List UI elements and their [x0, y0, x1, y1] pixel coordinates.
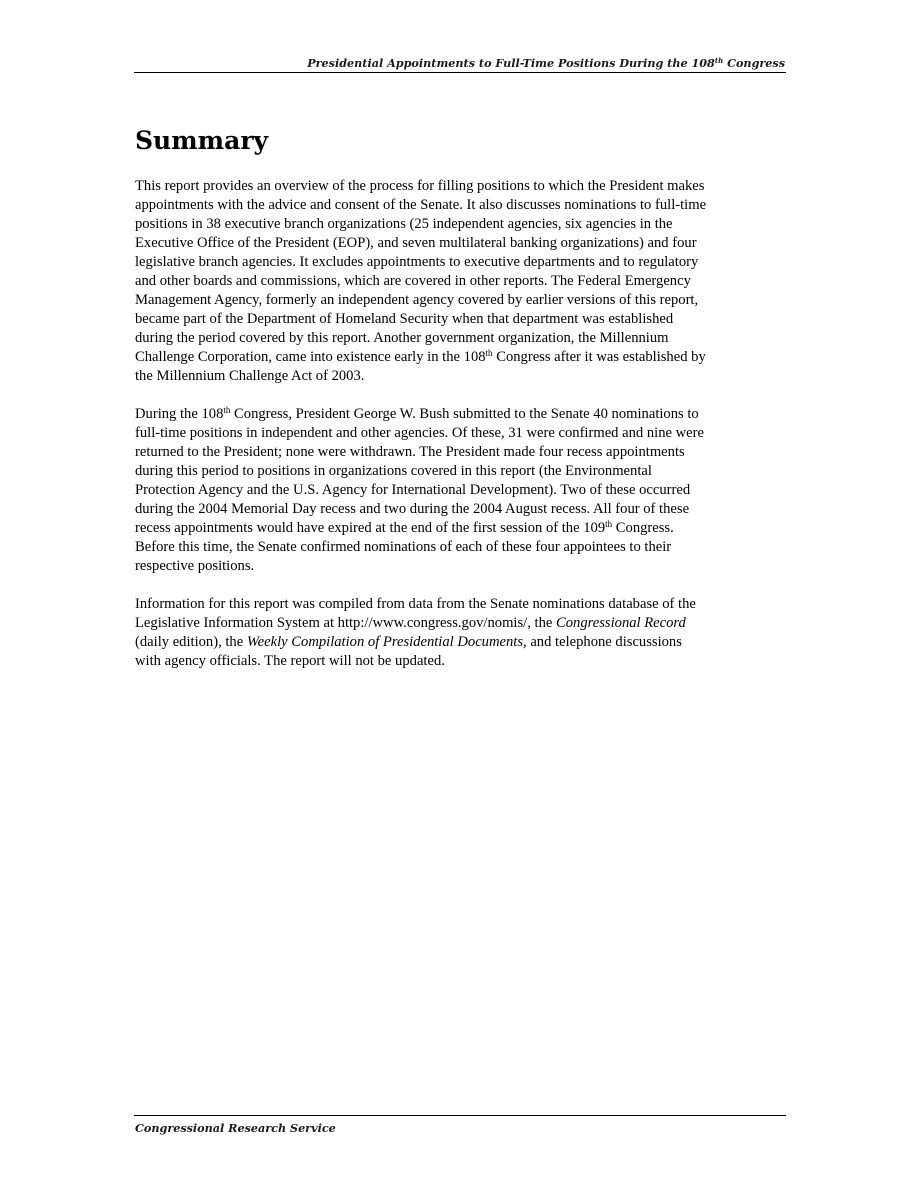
- text-line: Protection Agency and the U.S. Agency for International Development). Two of these occurred: [135, 482, 691, 498]
- text-line: Legislative Information System at http://www.congress.gov/nomis/, the Congressional Record: [135, 615, 686, 631]
- text-line: During the 108th Congress, President George W. Bush submitted to the Senate 40 nominations to: [135, 405, 699, 422]
- text-line: (daily edition), the Weekly Compilation of Presidential Documents, and telephone discussions: [135, 634, 682, 650]
- text-line: Challenge Corporation, came into existence early in the 108th Congress after it was established by: [135, 348, 706, 365]
- text-line: Management Agency, formerly an independent agency covered by earlier versions of this report,: [135, 292, 699, 308]
- text-line: Before this time, the Senate confirmed nominations of each of these four appointees to their: [135, 539, 672, 555]
- text-line: became part of the Department of Homeland Security when that department was established: [135, 311, 674, 327]
- text-line: returned to the President; none were withdrawn. The President made four recess appointments: [135, 444, 685, 460]
- text-line: recess appointments would have expired at the end of the first session of the 109th Congress.: [135, 519, 674, 536]
- running-header-title: [307, 56, 785, 70]
- footer-organization: Congressional Research Service: [135, 1121, 336, 1135]
- text-line: respective positions.: [135, 558, 255, 574]
- paragraph-overview: [135, 177, 787, 386]
- text-line: Executive Office of the President (EOP), and seven multilateral banking organizations) and four: [135, 235, 697, 251]
- ordinal-superscript: th: [605, 519, 613, 529]
- text-line: positions in 38 executive branch organizations (25 independent agencies, six agencies in the: [135, 216, 673, 232]
- publication-title-italic: Weekly Compilation of Presidential Documents: [246, 634, 524, 650]
- ordinal-superscript: th: [485, 348, 493, 358]
- paragraph-sources: [135, 595, 787, 671]
- summary-body: [135, 177, 787, 690]
- text-line: during the period covered by this report. Another government organization, the Millennium: [135, 330, 669, 346]
- text-line: and other boards and commissions, which are covered in other reports. The Federal Emergency: [135, 273, 691, 289]
- text-line: appointments with the advice and consent of the Senate. It also discusses nominations to full-time: [135, 197, 707, 213]
- text-line: full-time positions in independent and other agencies. Of these, 31 were confirmed and nine were: [135, 425, 704, 441]
- header-title-part1: Presidential Appointments to Full-Time Positions During the 108: [307, 56, 715, 70]
- page-title: Summary: [135, 126, 269, 155]
- text-line: This report provides an overview of the process for filling positions to which the President makes: [135, 178, 705, 194]
- text-line: with agency officials. The report will not be updated.: [135, 653, 445, 669]
- header-title-part2: Congress: [723, 56, 785, 70]
- text-line: during the 2004 Memorial Day recess and two during the 2004 August recess. All four of these: [135, 501, 690, 517]
- text-line: legislative branch agencies. It excludes appointments to executive departments and to regulatory: [135, 254, 699, 270]
- text-line: during this period to positions in organizations covered in this report (the Environmental: [135, 463, 652, 479]
- text-line: the Millennium Challenge Act of 2003.: [135, 368, 365, 384]
- running-footer: [134, 1115, 786, 1135]
- publication-title-italic: Congressional Record: [556, 615, 686, 631]
- running-header: [134, 56, 786, 73]
- header-title-superscript: th: [714, 56, 724, 65]
- ordinal-superscript: th: [223, 405, 231, 415]
- text-line: Information for this report was compiled from data from the Senate nominations database of the: [135, 596, 696, 612]
- paragraph-nominations: [135, 405, 787, 576]
